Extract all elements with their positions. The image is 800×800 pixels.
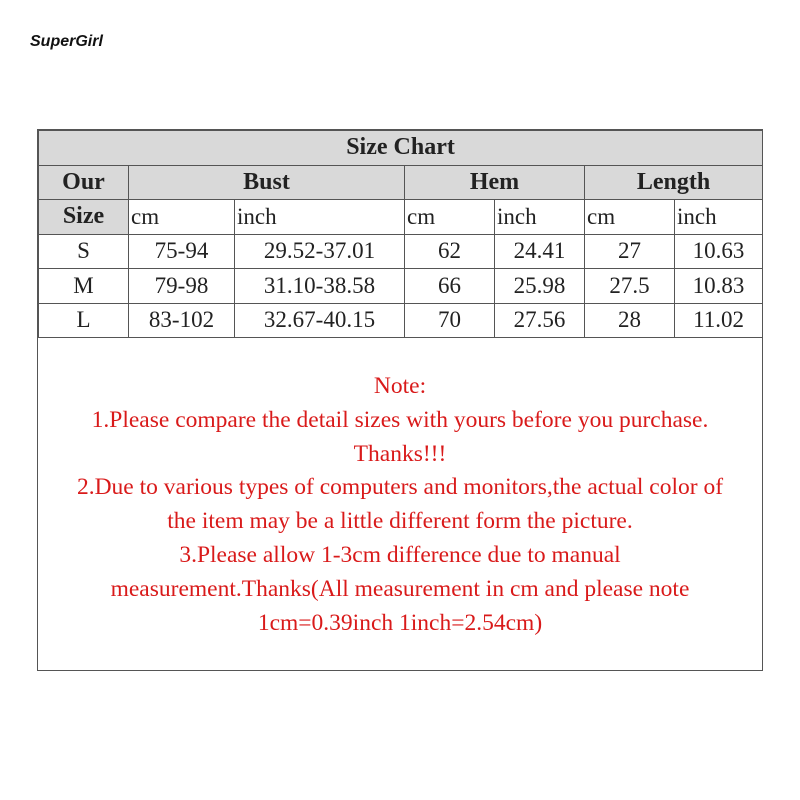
size-chart-panel [37, 129, 763, 671]
size-header-bottom: Size [39, 200, 129, 235]
table-unit-row [39, 200, 763, 235]
note-line: 1.Please compare the detail sizes with yours before you purchase. [91, 406, 709, 433]
table-header-row [39, 165, 763, 200]
brand-logo-text: SuperGirl [30, 33, 103, 50]
note-line: measurement.Thanks(All measurement in cm and please note [110, 575, 690, 602]
notes-section [38, 370, 762, 640]
note-line: 3.Please allow 1-3cm difference due to manual [179, 541, 621, 568]
table-row [39, 303, 763, 338]
unit-hem-inch: inch [495, 200, 585, 235]
size-label-m: M [39, 269, 129, 304]
size-label-l: L [39, 303, 129, 338]
table-title: Size Chart [39, 131, 763, 166]
cell-hem-cm: 70 [405, 303, 495, 338]
cell-bust-inch: 31.10-38.58 [235, 269, 405, 304]
table-row [39, 234, 763, 269]
cell-bust-cm: 83-102 [129, 303, 235, 338]
header-length: Length [585, 165, 763, 200]
table-row [39, 269, 763, 304]
cell-length-cm: 28 [585, 303, 675, 338]
unit-length-inch: inch [675, 200, 763, 235]
unit-length-cm: cm [585, 200, 675, 235]
size-label-s: S [39, 234, 129, 269]
header-bust: Bust [129, 165, 405, 200]
cell-hem-inch: 27.56 [495, 303, 585, 338]
note-line: 1cm=0.39inch 1inch=2.54cm) [257, 609, 543, 636]
cell-hem-inch: 25.98 [495, 269, 585, 304]
unit-bust-inch: inch [235, 200, 405, 235]
cell-bust-inch: 32.67-40.15 [235, 303, 405, 338]
cell-length-cm: 27 [585, 234, 675, 269]
cell-bust-cm: 79-98 [129, 269, 235, 304]
size-header-top: Our [39, 165, 129, 200]
unit-bust-cm: cm [129, 200, 235, 235]
cell-bust-inch: 29.52-37.01 [235, 234, 405, 269]
cell-bust-cm: 75-94 [129, 234, 235, 269]
cell-hem-cm: 66 [405, 269, 495, 304]
note-line: 2.Due to various types of computers and monitors,the actual color of [76, 474, 724, 501]
size-chart-table [38, 130, 763, 338]
cell-length-inch: 10.83 [675, 269, 763, 304]
unit-hem-cm: cm [405, 200, 495, 235]
cell-hem-cm: 62 [405, 234, 495, 269]
cell-hem-inch: 24.41 [495, 234, 585, 269]
note-heading: Note: [373, 373, 427, 399]
note-line: the item may be a little different form the picture. [167, 508, 633, 535]
table-title-row [39, 131, 763, 166]
cell-length-inch: 11.02 [675, 303, 763, 338]
note-line: Thanks!!! [353, 440, 447, 467]
header-hem: Hem [405, 165, 585, 200]
cell-length-inch: 10.63 [675, 234, 763, 269]
cell-length-cm: 27.5 [585, 269, 675, 304]
